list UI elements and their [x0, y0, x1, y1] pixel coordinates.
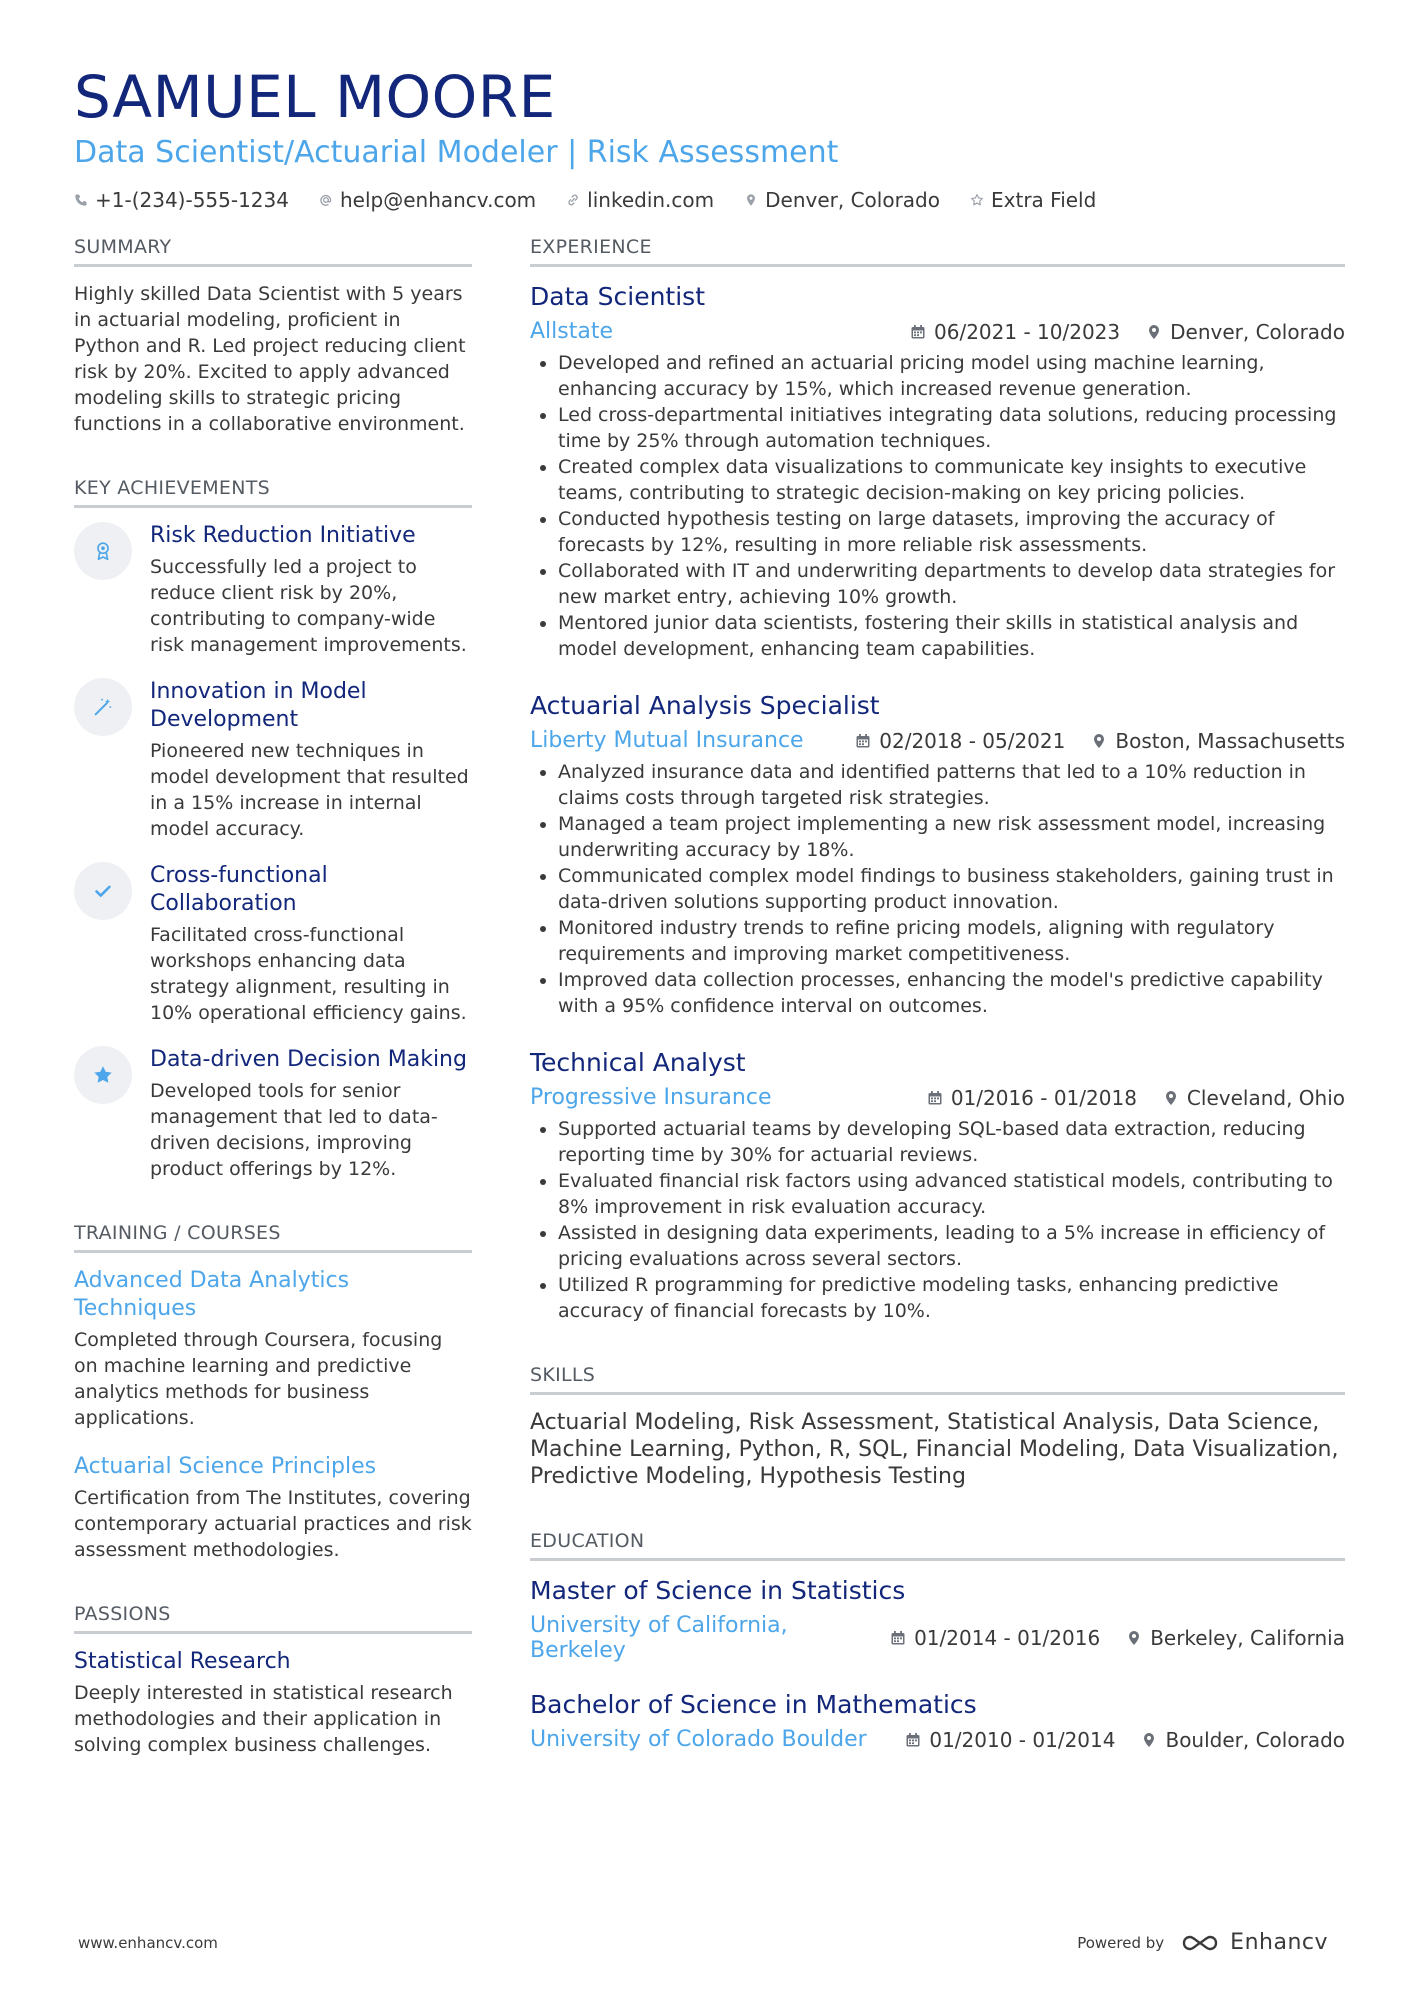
list-item: • Supported actuarial teams by developing SQL-based data extraction, reducing reporting time by 30% for actuarial reviews. [558, 1116, 1345, 1168]
page-footer [78, 1930, 1328, 1955]
job-meta [530, 319, 1345, 344]
star-icon [74, 1046, 132, 1104]
email-text: help@enhancv.com [339, 188, 537, 212]
job-meta [530, 1085, 1345, 1110]
passion-title: Statistical Research [74, 1649, 291, 1674]
resume-header [74, 62, 1354, 212]
job-dates-text: 01/2016 - 01/2018 [950, 1085, 1137, 1110]
location-pin-icon [1091, 733, 1107, 749]
job-bullets [530, 350, 1345, 662]
list-item: • Led cross-departmental initiatives integrating data solutions, reducing processing time by 25% through automation techniques. [558, 402, 1345, 454]
skills-heading: SKILLS [530, 1364, 1345, 1395]
school-name: University of Colorado Boulder [530, 1727, 867, 1752]
footer-website[interactable]: www.enhancv.com [78, 1933, 218, 1952]
summary-text: Highly skilled Data Scientist with 5 years in actuarial modeling, proficient in Python and R. Led project reducing client risk by 20%. Excited to apply advanced modeling skills to strategic pricing functions in a collaborative environment. [74, 283, 466, 435]
course-item [74, 1267, 472, 1431]
education-location [1126, 1626, 1345, 1650]
footer-branding [1077, 1930, 1328, 1955]
education-meta [530, 1613, 1345, 1663]
location-pin-icon [1163, 1090, 1179, 1106]
education-dates [905, 1728, 1115, 1752]
powered-by-text: Powered by [1077, 1933, 1165, 1952]
job-title: Technical Analyst [530, 1048, 746, 1077]
achievements-section [74, 477, 472, 1182]
job-dates-text: 06/2021 - 10/2023 [934, 319, 1121, 344]
job-location-text: Boston, Massachusetts [1115, 728, 1345, 753]
checkmark-icon [74, 862, 132, 920]
list-item: • Utilized R programming for predictive modeling tasks, enhancing predictive accuracy of financial forecasts by 10%. [558, 1272, 1345, 1324]
achievement-item [74, 522, 472, 658]
education-location-text: Boulder, Colorado [1165, 1727, 1345, 1752]
experience-section [530, 236, 1345, 1324]
star-outline-icon [970, 193, 984, 207]
achievement-item [74, 862, 472, 1026]
job-company: Liberty Mutual Insurance [530, 728, 804, 753]
location-pin-icon [1146, 324, 1162, 340]
course-item [74, 1453, 472, 1563]
job-bullets [530, 759, 1345, 1019]
course-title: Advanced Data Analytics Techniques [74, 1268, 350, 1321]
job-dates [910, 320, 1120, 344]
education-entry [530, 1689, 1345, 1752]
achievement-item [74, 1046, 472, 1182]
extra-field-text: Extra Field [991, 188, 1097, 212]
job-location [1091, 729, 1345, 753]
job-dates-text: 02/2018 - 05/2021 [879, 728, 1066, 753]
list-item: • Analyzed insurance data and identified patterns that led to a 10% reduction in claims costs through targeted risk strategies. [558, 759, 1345, 811]
job-company: Progressive Insurance [530, 1085, 772, 1110]
job-entry [530, 281, 1345, 662]
passions-section [74, 1603, 472, 1758]
contact-linkedin[interactable] [566, 188, 714, 212]
achievement-title: Innovation in Model Development [150, 679, 367, 732]
job-location-text: Cleveland, Ohio [1186, 1085, 1345, 1110]
location-pin-icon [1141, 1732, 1157, 1748]
job-entry [530, 1047, 1345, 1324]
at-icon [319, 193, 333, 207]
award-icon [74, 522, 132, 580]
achievement-desc: Pioneered new techniques in model development that resulted in a 15% increase in internal model accuracy. [150, 740, 469, 840]
calendar-icon [855, 733, 871, 749]
contact-bar [74, 188, 1354, 212]
skills-section [530, 1364, 1345, 1490]
course-desc: Completed through Coursera, focusing on machine learning and predictive analytics methods for business applications. [74, 1329, 443, 1429]
job-location-text: Denver, Colorado [1170, 319, 1345, 344]
job-meta [530, 728, 1345, 753]
list-item: • Communicated complex model findings to business stakeholders, gaining trust in data-driven solutions supporting product innovation. [558, 863, 1345, 915]
job-entry [530, 690, 1345, 1019]
achievement-title: Risk Reduction Initiative [150, 523, 416, 548]
job-title: Actuarial Analysis Specialist [530, 691, 880, 720]
summary-heading: SUMMARY [74, 236, 472, 267]
right-column [530, 236, 1345, 1792]
list-item: • Assisted in designing data experiments, leading to a 5% increase in efficiency of pricing evaluations across several sectors. [558, 1220, 1345, 1272]
left-column [74, 236, 472, 1798]
education-dates-text: 01/2014 - 01/2016 [914, 1626, 1101, 1650]
candidate-headline: Data Scientist/Actuarial Modeler | Risk Assessment [74, 135, 839, 170]
job-dates [855, 729, 1065, 753]
job-company: Allstate [530, 319, 614, 344]
contact-extra [970, 188, 1096, 212]
brand-name: Enhancv [1230, 1930, 1328, 1955]
location-pin-icon [1126, 1630, 1142, 1646]
skills-text: Actuarial Modeling, Risk Assessment, Statistical Analysis, Data Science, Machine Learning, Python, R, SQL, Financial Modeling, Data Visualization, Predictive Modeling, Hypothesis Testing [530, 1410, 1339, 1489]
education-section [530, 1530, 1345, 1752]
linkedin-text: linkedin.com [587, 188, 715, 212]
list-item: • Conducted hypothesis testing on large datasets, improving the accuracy of forecasts by 12%, resulting in more reliable risk assessments. [558, 506, 1345, 558]
list-item: • Monitored industry trends to refine pricing models, aligning with regulatory requirements and improving market competitiveness. [558, 915, 1345, 967]
achievements-heading: KEY ACHIEVEMENTS [74, 477, 472, 508]
link-icon [566, 193, 580, 207]
job-location [1146, 320, 1345, 344]
job-dates [927, 1086, 1137, 1110]
calendar-icon [927, 1090, 943, 1106]
calendar-icon [890, 1630, 906, 1646]
candidate-name: SAMUEL MOORE [74, 63, 556, 131]
education-heading: EDUCATION [530, 1530, 1345, 1561]
passion-desc: Deeply interested in statistical research methodologies and their application in solving complex business challenges. [74, 1682, 453, 1756]
experience-heading: EXPERIENCE [530, 236, 1345, 267]
school-name: University of California, Berkeley [530, 1613, 788, 1663]
phone-icon [74, 193, 88, 207]
contact-phone[interactable] [74, 188, 289, 212]
summary-section [74, 236, 472, 437]
achievement-title: Data-driven Decision Making [150, 1047, 467, 1072]
education-dates [890, 1626, 1100, 1650]
achievement-desc: Successfully led a project to reduce client risk by 20%, contributing to company-wide risk management improvements. [150, 556, 467, 656]
phone-text: +1-(234)-555-1234 [95, 188, 289, 212]
training-section [74, 1222, 472, 1563]
passion-item [74, 1648, 472, 1758]
enhancv-logo-icon [1178, 1932, 1222, 1954]
job-location [1163, 1086, 1345, 1110]
training-heading: TRAINING / COURSES [74, 1222, 472, 1253]
education-location [1141, 1728, 1345, 1752]
calendar-icon [910, 324, 926, 340]
list-item: • Improved data collection processes, enhancing the model's predictive capability with a 95% confidence interval on outcomes. [558, 967, 1345, 1019]
achievement-item [74, 678, 472, 842]
education-location-text: Berkeley, California [1150, 1626, 1345, 1650]
list-item: • Created complex data visualizations to communicate key insights to executive teams, contributing to strategic decision-making on key pricing policies. [558, 454, 1345, 506]
contact-email[interactable] [319, 188, 536, 212]
education-entry [530, 1575, 1345, 1663]
education-meta [530, 1727, 1345, 1752]
achievement-desc: Developed tools for senior management that led to data-driven decisions, improving product offerings by 12%. [150, 1080, 438, 1180]
achievement-title: Cross-functional Collaboration [150, 863, 328, 916]
job-title: Data Scientist [530, 282, 705, 311]
list-item: • Collaborated with IT and underwriting departments to develop data strategies for new market entry, achieving 10% growth. [558, 558, 1345, 610]
passions-heading: PASSIONS [74, 1603, 472, 1634]
location-pin-icon [744, 193, 758, 207]
calendar-icon [905, 1732, 921, 1748]
list-item: • Managed a team project implementing a new risk assessment model, increasing underwriting accuracy by 18%. [558, 811, 1345, 863]
location-text: Denver, Colorado [765, 188, 940, 212]
job-bullets [530, 1116, 1345, 1324]
list-item: • Evaluated financial risk factors using advanced statistical models, contributing to 8% improvement in risk evaluation accuracy. [558, 1168, 1345, 1220]
degree-title: Master of Science in Statistics [530, 1576, 906, 1605]
course-title: Actuarial Science Principles [74, 1454, 377, 1479]
contact-location [744, 188, 940, 212]
magic-wand-icon [74, 678, 132, 736]
list-item: • Mentored junior data scientists, fostering their skills in statistical analysis and model development, enhancing team capabilities. [558, 610, 1345, 662]
list-item: • Developed and refined an actuarial pricing model using machine learning, enhancing accuracy by 15%, which increased revenue generation. [558, 350, 1345, 402]
education-dates-text: 01/2010 - 01/2014 [929, 1727, 1116, 1752]
degree-title: Bachelor of Science in Mathematics [530, 1690, 977, 1719]
course-desc: Certification from The Institutes, covering contemporary actuarial practices and risk assessment methodologies. [74, 1487, 472, 1561]
brand-logo[interactable] [1178, 1930, 1328, 1955]
achievement-desc: Facilitated cross-functional workshops enhancing data strategy alignment, resulting in 10% operational efficiency gains. [150, 924, 467, 1024]
